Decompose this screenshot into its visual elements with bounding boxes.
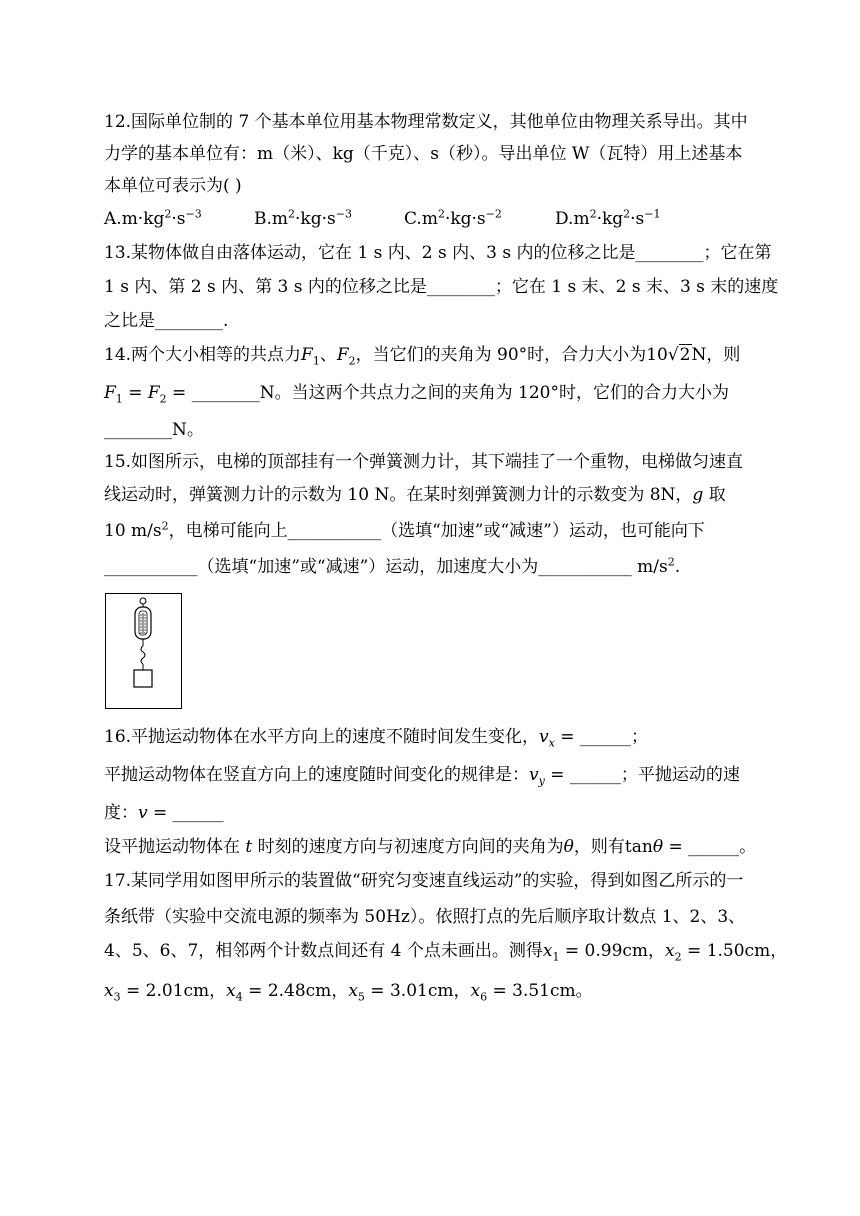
q17-x5: 3.01cm [389, 981, 454, 1001]
q17-x4: 2.48cm [267, 981, 332, 1001]
q15-line-3: 10 $m/s^2$，电梯可能向上___________（选填“加速”或“减速”）运动，也可能向下 [104, 519, 705, 541]
q14-line-2: $F_1 = F_2$ = ________N。当这两个共点力之间的夹角为 120°时，它们的合力大小为 [104, 383, 729, 406]
q16-line-4: 设平抛运动物体在 t 时刻的速度方向与初速度方向间的夹角为θ，则有tanθ = ______。 [104, 837, 757, 857]
q14-line-1: 14.两个大小相等的共点力$F_1$、$F_2$，当它们的夹角为 90°时，合力大小为10√2N，则 [104, 345, 741, 368]
q14-line-3: ________N。 [104, 420, 204, 440]
q15-line-2-text-a: 线运动时，弹簧测力计的示数为 10 N。在某时刻弹簧测力计的示数变为 8N， [104, 485, 693, 505]
q12-option-b-label: B. [254, 209, 272, 229]
q16-line-1-text-b: ______； [579, 727, 648, 747]
q12-option-c: $C.m^2\cdot kg\cdot s^{-2}$ [404, 207, 502, 229]
q15-line-4-text-b: . [674, 557, 681, 577]
q15-line-2-text-b: 取 [703, 485, 726, 505]
q14-line-2-text: ________N。当这两个共点力之间的夹角为 120°时，它们的合力大小为 [191, 383, 729, 403]
q16-line-4-text-b: 时刻的速度方向与初速度方向间的夹角为 [252, 837, 564, 857]
q14-line-1-text-a: 14.两个大小相等的共点力 [104, 345, 302, 365]
q17-line-1: 17.某同学用如图甲所示的装置做“研究匀变速直线运动”的实验，得到如图乙所示的一 [104, 871, 744, 891]
q16-line-1: 16.平抛运动物体在水平方向上的速度不随时间发生变化，$v_x$ = ______； [104, 727, 648, 750]
spring-scale-illustration [106, 594, 180, 707]
q16-line-3-text-b: ______ [172, 803, 224, 823]
q16-line-4-text-a: 设平抛运动物体在 [104, 837, 246, 857]
q17-line-3: 4、5、6、7，相邻两个计数点间还有 4 个点未画出。测得$x_1 = 0.99cm$，$x_2 = 1.50cm$， [104, 941, 788, 964]
q12-option-d-label: D. [555, 209, 574, 229]
q17-x2: 1.50cm [706, 941, 771, 961]
q16-line-3-text-a: 度： [104, 803, 138, 823]
q17-line-3-text: 4、5、6、7，相邻两个计数点间还有 4 个点未画出。测得 [104, 941, 543, 961]
q17-x3: 2.01cm [145, 981, 210, 1001]
q16-line-4-text-c: ，则有 [573, 837, 625, 857]
q15-line-2: 线运动时，弹簧测力计的示数为 10 N。在某时刻弹簧测力计的示数变为 8N，g 取 [104, 485, 726, 505]
spring-scale-figure [105, 593, 182, 709]
q15-line-4: ___________（选填“加速”或“减速”）运动，加速度大小为___________ $m/s^2$. [104, 555, 681, 577]
q15-line-1: 15.如图所示，电梯的顶部挂有一个弹簧测力计，其下端挂了一个重物，电梯做匀速直 [104, 452, 744, 472]
q17-line-4: $x_3 = 2.01cm$，$x_4 = 2.48cm$，$x_5 = 3.01cm$，$x_6 = 3.51cm$。 [104, 981, 593, 1004]
q15-line-3-text: ，电梯可能向上___________（选填“加速”或“减速”）运动，也可能向下 [168, 521, 705, 541]
q16-line-2-text-b: ______；平抛运动的速 [569, 765, 740, 785]
q13-line-2: 1 s 内、第 2 s 内、第 3 s 内的位移之比是________；它在 1 s 末、2 s 末、3 s 末的速度 [104, 277, 779, 297]
q12-option-b: $B.m^2\cdot kg\cdot s^{-3}$ [254, 207, 352, 229]
q15-line-4-text-a: ___________（选填“加速”或“减速”）运动，加速度大小为___________ m/s [104, 557, 668, 577]
q14-line-1-text-b: ，当它们的夹角为 90°时，合力大小为 [355, 345, 647, 365]
q12-option-d: $D.m^2\cdot kg^2\cdot s^{-1}$ [555, 207, 661, 229]
q17-x6: 3.51cm [512, 981, 576, 1001]
q17-line-2: 条纸带（实验中交流电源的频率为 50Hz）。依照打点的先后顺序取计数点 1、2、3、 [104, 907, 746, 927]
q16-line-2-text-a: 平抛运动物体在竖直方向上的速度随时间变化的规律是： [104, 765, 529, 785]
q12-option-a-label: A. [104, 209, 122, 229]
q13-line-1: 13.某物体做自由落体运动，它在 1 s 内、2 s 内、3 s 内的位移之比是________；它在第 [104, 243, 772, 263]
q17-x1: 0.99cm [584, 941, 649, 961]
q12-line-3: 本单位可表示为( ) [104, 176, 242, 196]
q16-line-4-text-d: ______。 [688, 837, 757, 857]
q12-line-2: 力学的基本单位有：m（米）、kg（千克）、s（秒）。导出单位 W（瓦特）用上述基本 [104, 144, 743, 164]
q16-line-1-text-a: 16.平抛运动物体在水平方向上的速度不随时间发生变化， [104, 727, 540, 747]
q16-line-3: 度：v = ______ [104, 803, 224, 823]
q12-line-1: 12.国际单位制的 7 个基本单位用基本物理常数定义，其他单位由物理关系导出。其中 [104, 112, 748, 132]
q12-option-a: $A.m\cdot kg^2\cdot s^{-3}$ [104, 207, 202, 229]
q16-line-2: 平抛运动物体在竖直方向上的速度随时间变化的规律是：$v_y$ = ______；平抛运动的速 [104, 765, 740, 788]
q12-option-c-label: C. [404, 209, 422, 229]
q14-line-1-text-c: N，则 [691, 345, 741, 365]
q13-line-3: 之比是________. [104, 311, 229, 331]
